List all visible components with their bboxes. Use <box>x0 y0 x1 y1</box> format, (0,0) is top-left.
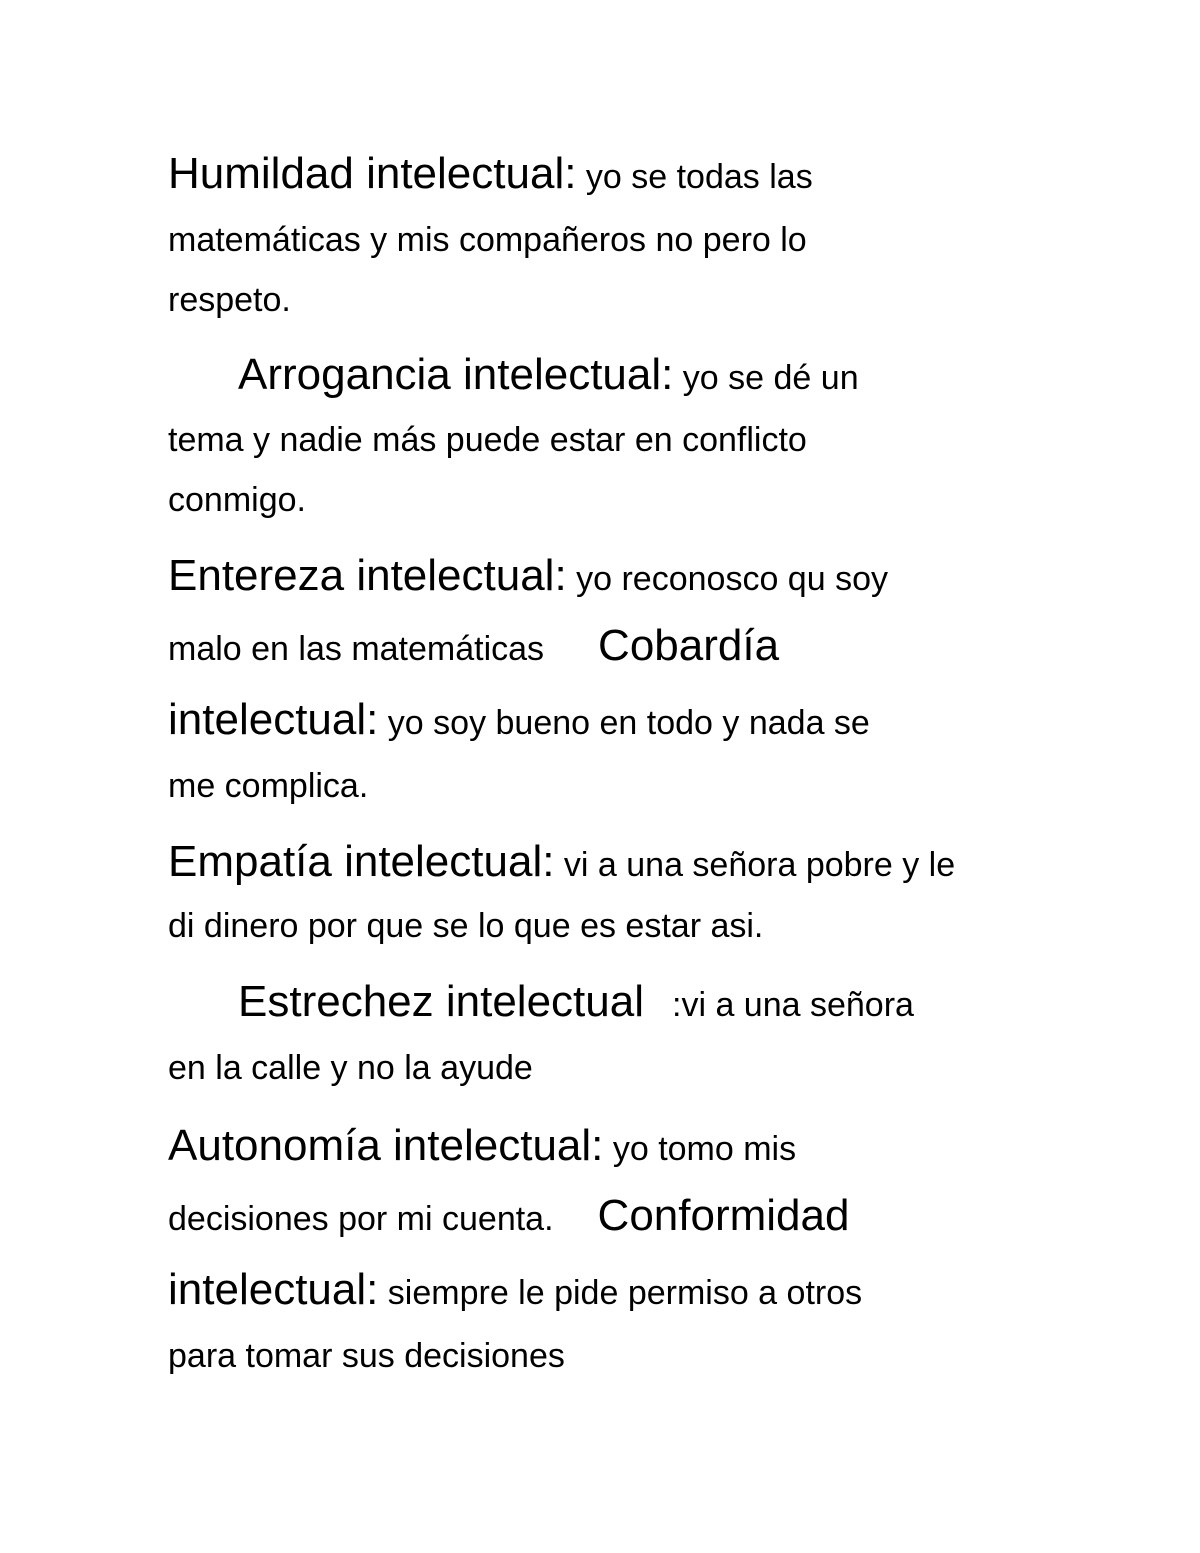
term-conformidad-cont: intelectual: <box>168 1265 379 1314</box>
entry-estrechez <box>238 977 914 1026</box>
definition-entereza: yo reconosco qu soy <box>566 560 888 598</box>
line <box>168 480 306 520</box>
text-line: di dinero por que se lo que es estar asi. <box>168 907 764 945</box>
definition-cobardia: yo soy bueno en todo y nada se <box>378 704 870 742</box>
entry-empatia <box>168 837 956 886</box>
text-line: malo en las matemáticas <box>168 630 545 668</box>
text-line: decisiones por mi cuenta. <box>168 1200 554 1238</box>
definition-autonomia: yo tomo mis <box>603 1130 797 1168</box>
line <box>168 1191 850 1240</box>
term-autonomia: Autonomía intelectual: <box>168 1121 604 1170</box>
text-line: matemáticas y mis compañeros no pero lo <box>168 221 807 259</box>
term-empatia: Empatía intelectual: <box>168 837 555 886</box>
term-entereza: Entereza intelectual: <box>168 551 567 600</box>
term-conformidad: Conformidad <box>597 1191 850 1240</box>
definition-estrechez: :vi a una señora <box>672 986 914 1024</box>
term-arrogancia: Arrogancia intelectual: <box>238 350 674 399</box>
line <box>168 1048 533 1088</box>
entry-conformidad <box>168 1265 863 1314</box>
text-line: conmigo. <box>168 481 306 519</box>
text-line: tema y nadie más puede estar en conflicto <box>168 421 807 459</box>
term-estrechez: Estrechez intelectual <box>238 977 644 1026</box>
entry-entereza <box>168 551 888 600</box>
definition-conformidad: siempre le pide permiso a otros <box>378 1274 863 1312</box>
entry-arrogancia <box>238 350 859 399</box>
line <box>168 906 763 946</box>
line <box>168 420 807 460</box>
line <box>168 766 368 806</box>
text-line: en la calle y no la ayude <box>168 1049 533 1087</box>
text-line: me complica. <box>168 767 369 805</box>
line <box>168 1336 565 1376</box>
term-humildad: Humildad intelectual: <box>168 149 577 198</box>
definition-empatia: vi a una señora pobre y le <box>554 846 956 884</box>
entry-humildad <box>168 149 813 198</box>
line <box>168 220 807 260</box>
entry-cobardia <box>168 695 870 744</box>
entry-autonomia <box>168 1121 797 1170</box>
text-line: para tomar sus decisiones <box>168 1337 565 1375</box>
line <box>168 621 780 670</box>
term-cobardia: Cobardía <box>598 621 780 670</box>
definition-arrogancia: yo se dé un <box>673 359 859 397</box>
definition-humildad: yo se todas las <box>576 158 813 196</box>
term-cobardia-cont: intelectual: <box>168 695 379 744</box>
line <box>168 280 291 320</box>
text-line: respeto. <box>168 281 291 319</box>
